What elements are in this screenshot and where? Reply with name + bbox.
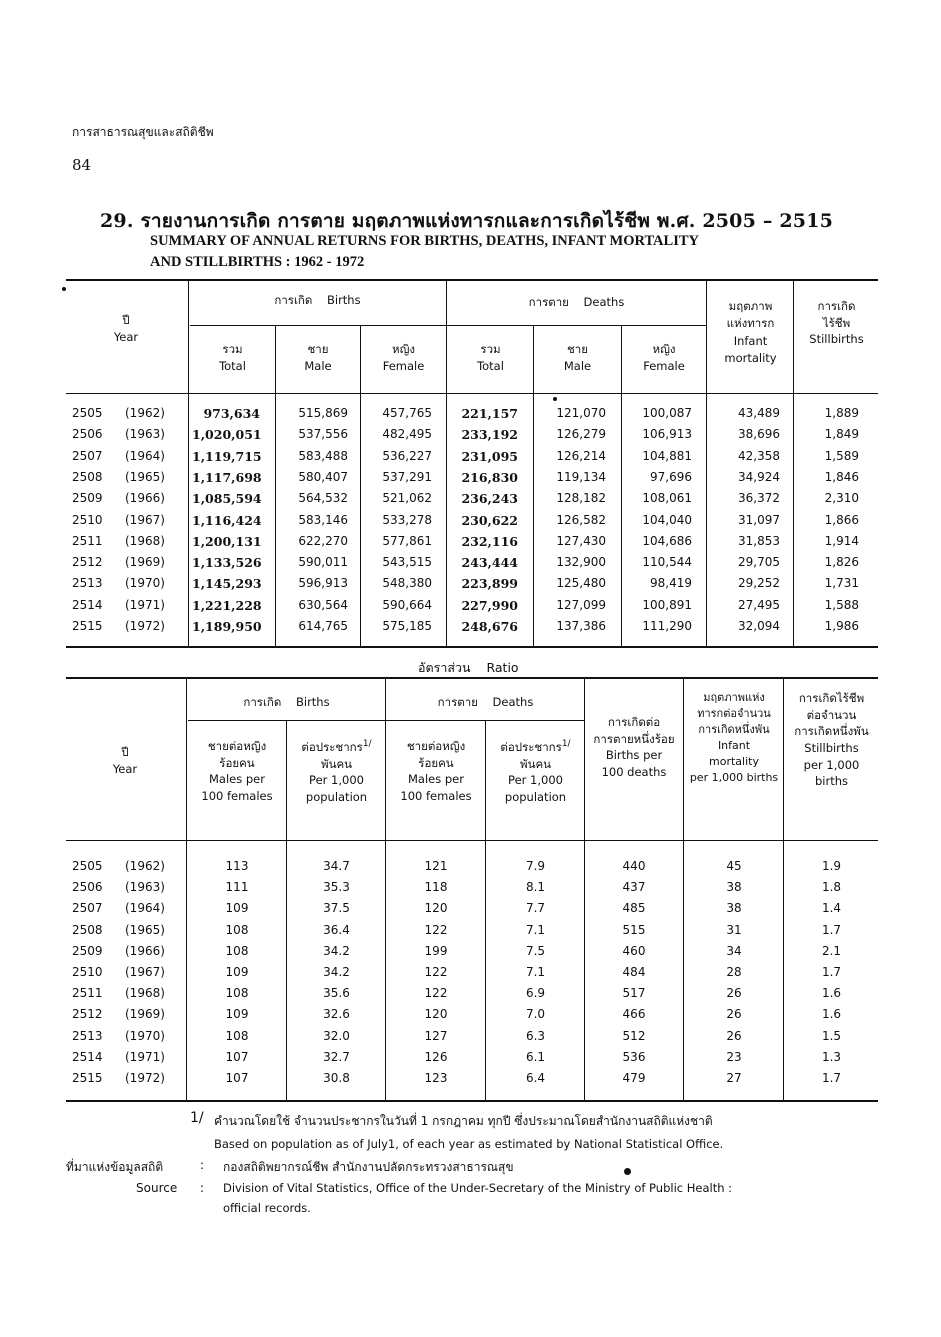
table1-value-cell: 216,830 [461, 469, 518, 485]
table2-year-cell: (1962) [125, 859, 165, 873]
table2-value-cell: 120 [424, 1007, 448, 1022]
table1-value-cell: 1,986 [824, 619, 859, 633]
births-per-population-header: ต่อประชากร$^{1/}$ พันคน Per 1,000 population [301, 739, 372, 804]
table1-value-cell: 36,372 [738, 491, 780, 506]
table2-value-cell: 107 [225, 1071, 249, 1085]
table1-year-cell: (1964) [125, 448, 165, 463]
table1-value-cell: 1,085,594 [192, 491, 262, 507]
table1-value-cell: 543,515 [382, 555, 432, 570]
table2-value-cell: 36.4 [323, 922, 350, 937]
table2-value-cell: 109 [225, 965, 249, 979]
table1-value-cell: 1,133,526 [192, 555, 262, 571]
table1-value-cell: 590,664 [382, 597, 432, 612]
table1-year-cell: 2506 [72, 427, 103, 442]
table2-value-cell: 120 [424, 901, 448, 916]
table2-value-cell: 517 [622, 986, 646, 1001]
table1-year-cell: 2508 [72, 469, 103, 484]
table2-value-cell: 108 [225, 986, 249, 1001]
table2-value-cell: 35.3 [323, 880, 350, 895]
table2-year-cell: 2512 [72, 1007, 103, 1022]
table2-value-cell: 127 [424, 1028, 448, 1043]
table2-value-cell: 484 [622, 965, 646, 979]
table1-value-cell: 1,116,424 [192, 512, 262, 528]
table1-value-cell: 590,011 [298, 555, 348, 570]
table1-value-cell: 622,270 [298, 533, 348, 548]
table2-value-cell: 32.6 [323, 1007, 350, 1022]
table1-value-cell: 575,185 [382, 619, 432, 633]
table2-value-cell: 7.1 [525, 922, 546, 937]
births-total-header: รวม Total [219, 342, 246, 373]
table1-year-cell: (1965) [125, 469, 165, 484]
table2-year-cell: 2511 [72, 986, 103, 1001]
table1-value-cell: 127,099 [556, 597, 606, 612]
table1-year-cell: 2514 [72, 597, 103, 612]
table2-value-cell: 34.2 [323, 943, 350, 958]
births-ratio-header: การเกิด Births [243, 695, 330, 709]
table2-value-cell: 28 [726, 965, 742, 979]
table1-value-cell: 583,146 [298, 512, 348, 527]
stillbirths-header: การเกิด ไร้ชีพ Stillbirths [809, 299, 864, 347]
table1-year-cell: (1963) [125, 427, 165, 442]
table2-header-rule [66, 840, 878, 841]
table1-value-cell: 1,866 [824, 512, 859, 527]
scan-speck [553, 397, 557, 401]
table2-year-cell: 2505 [72, 859, 103, 873]
table2-value-cell: 34.2 [323, 965, 350, 979]
table1-year-cell: 2505 [72, 406, 103, 420]
table2-value-cell: 118 [424, 880, 448, 895]
table2-value-cell: 38 [726, 880, 742, 895]
table2-year-cell: (1966) [125, 943, 165, 958]
table1-value-cell: 132,900 [556, 555, 606, 570]
table1-value-cell: 457,765 [382, 406, 432, 420]
table1-value-cell: 31,853 [738, 533, 780, 548]
table2-value-cell: 1.5 [821, 1028, 842, 1043]
footnote-mark: 1/ [190, 1110, 204, 1126]
table2-value-cell: 7.7 [525, 901, 546, 916]
table1-value-cell: 125,480 [556, 576, 606, 591]
table2-value-cell: 512 [622, 1028, 646, 1043]
table2-value-cell: 485 [622, 901, 646, 916]
table1-value-cell: 1,189,950 [192, 619, 262, 634]
table1-year-cell: (1968) [125, 533, 165, 548]
table1-year-cell: (1962) [125, 406, 165, 420]
table1-value-cell: 482,495 [382, 427, 432, 442]
table2-value-cell: 7.5 [525, 943, 546, 958]
table2-year-cell: 2513 [72, 1028, 103, 1043]
table1-value-cell: 2,310 [824, 491, 859, 506]
table1-value-cell: 128,182 [556, 491, 606, 506]
table1-value-cell: 521,062 [382, 491, 432, 506]
table2-year-cell: 2509 [72, 943, 103, 958]
table2-top-rule [66, 677, 878, 679]
footnote-english: Based on population as of July1, of each year as estimated by National Statistical Office. [214, 1137, 724, 1151]
deaths-ratio-header: การตาย Deaths [437, 695, 534, 709]
table1-year-cell: 2507 [72, 448, 103, 463]
infant-mortality-header: มฤตภาพ แห่งทารก Infant mortality [724, 299, 777, 365]
table2-value-cell: 35.6 [323, 986, 350, 1001]
table1-value-cell: 100,087 [642, 406, 692, 420]
table2-value-cell: 479 [622, 1071, 646, 1085]
table1-value-cell: 1,826 [824, 555, 859, 570]
table2-value-cell: 7.1 [525, 965, 546, 979]
table1-year-cell: (1966) [125, 491, 165, 506]
table2-value-cell: 1.4 [821, 901, 842, 916]
table2-value-cell: 440 [622, 859, 646, 873]
table2-value-cell: 122 [424, 965, 448, 979]
table2-value-cell: 30.8 [323, 1071, 350, 1085]
table2-value-cell: 1.6 [821, 1007, 842, 1022]
table2-value-cell: 1.7 [821, 922, 842, 937]
table2-value-cell: 1.8 [821, 880, 842, 895]
table1-subheader-rule [190, 325, 707, 326]
table2-value-cell: 108 [225, 1028, 249, 1043]
year-header-2: ปี Year [112, 745, 138, 776]
table1-value-cell: 233,192 [461, 427, 518, 443]
table2-value-cell: 32.0 [323, 1028, 350, 1043]
table1-value-cell: 537,556 [298, 427, 348, 442]
table1-value-cell: 98,419 [650, 576, 692, 591]
source-label-thai: ที่มาแห่งข้อมูลสถิติ [66, 1160, 164, 1174]
table2-value-cell: 6.1 [525, 1049, 546, 1064]
table2-value-cell: 2.1 [821, 943, 842, 958]
deaths-female-header: หญิง Female [643, 342, 685, 373]
table2-value-cell: 1.7 [821, 965, 842, 979]
deaths-group-header: การตาย Deaths [528, 295, 625, 309]
table2-value-cell: 460 [622, 943, 646, 958]
table1-year-cell: 2509 [72, 491, 103, 506]
table2-year-cell: (1968) [125, 986, 165, 1001]
table2-year-cell: (1965) [125, 922, 165, 937]
table2-value-cell: 515 [622, 922, 646, 937]
table2-bottom-rule [66, 1100, 878, 1102]
table2-value-cell: 38 [726, 901, 742, 916]
table2-value-cell: 1.6 [821, 986, 842, 1001]
births-male-header: ชาย Male [304, 342, 332, 373]
table2-value-cell: 111 [225, 880, 249, 895]
deaths-total-header: รวม Total [477, 342, 504, 373]
deaths-males-per-females-header: ชายต่อหญิง ร้อยคน Males per 100 females [400, 739, 472, 804]
table-title-english-1: SUMMARY OF ANNUAL RETURNS FOR BIRTHS, DEATHS, INFANT MORTALITY [150, 233, 699, 249]
table1-value-cell: 243,444 [461, 555, 518, 571]
table1-value-cell: 548,380 [382, 576, 432, 591]
table2-value-cell: 108 [225, 943, 249, 958]
table1-bottom-rule [66, 646, 878, 648]
table2-year-cell: 2506 [72, 880, 103, 895]
table2-year-cell: (1963) [125, 880, 165, 895]
table1-value-cell: 221,157 [461, 406, 518, 421]
table1-value-cell: 126,582 [556, 512, 606, 527]
source-english-1: Division of Vital Statistics, Office of the Under-Secretary of the Ministry of Public Health : [223, 1181, 733, 1195]
source-thai: กองสถิติพยากรณ์ชีพ สำนักงานปลัดกระทรวงสาธารณสุข [223, 1160, 514, 1174]
table1-value-cell: 119,134 [556, 469, 606, 484]
table1-value-cell: 27,495 [738, 597, 780, 612]
table1-value-cell: 1,889 [824, 406, 859, 420]
table1-year-cell: 2512 [72, 555, 103, 570]
table2-value-cell: 113 [225, 859, 249, 873]
table1-year-cell: 2511 [72, 533, 103, 548]
table2-year-cell: 2510 [72, 965, 103, 979]
table2-value-cell: 8.1 [525, 880, 546, 895]
scan-speck [62, 287, 66, 291]
table2-value-cell: 126 [424, 1049, 448, 1064]
table1-value-cell: 227,990 [461, 597, 518, 613]
table1-value-cell: 42,358 [738, 448, 780, 463]
table1-value-cell: 583,488 [298, 448, 348, 463]
table1-value-cell: 515,869 [298, 406, 348, 420]
table1-value-cell: 1,020,051 [192, 427, 262, 443]
table2-value-cell: 1.7 [821, 1071, 842, 1085]
table1-value-cell: 1,731 [824, 576, 859, 591]
table-title-english-2: AND STILLBIRTHS : 1962 - 1972 [150, 254, 365, 270]
table1-value-cell: 43,489 [738, 406, 780, 420]
table1-value-cell: 1,119,715 [192, 448, 262, 464]
table2-value-cell: 107 [225, 1049, 249, 1064]
table1-value-cell: 536,227 [382, 448, 432, 463]
table1-value-cell: 1,117,698 [192, 469, 262, 485]
source-colon-thai: : [200, 1158, 205, 1172]
births-per-deaths-header: การเกิดต่อ การตายหนึ่งร้อย Births per 100 deaths [593, 715, 675, 780]
table2-value-cell: 32.7 [323, 1049, 350, 1064]
table2-value-cell: 34 [726, 943, 742, 958]
table1-year-cell: (1970) [125, 576, 165, 591]
table1-value-cell: 111,290 [642, 619, 692, 633]
table2-value-cell: 1.9 [821, 859, 842, 873]
table1-value-cell: 31,097 [738, 512, 780, 527]
table1-value-cell: 106,913 [642, 427, 692, 442]
table1-value-cell: 1,200,131 [192, 533, 262, 549]
table1-value-cell: 230,622 [461, 512, 518, 528]
source-english-2: official records. [223, 1201, 311, 1215]
table1-year-cell: (1971) [125, 597, 165, 612]
births-female-header: หญิง Female [382, 342, 425, 373]
deaths-male-header: ชาย Male [563, 342, 592, 373]
footnote-thai: คำนวณโดยใช้ จำนวนประชากรในวันที่ 1 กรกฎาคม ทุกปี ซึ่งประมาณโดยสำนักงานสถิติแห่งชาติ [214, 1114, 713, 1128]
deaths-per-population-header: ต่อประชากร$^{1/}$ พันคน Per 1,000 population [500, 739, 571, 804]
table2-value-cell: 7.9 [525, 859, 546, 873]
table2-year-cell: (1971) [125, 1049, 165, 1064]
table2-value-cell: 1.3 [821, 1049, 842, 1064]
table2-value-cell: 122 [424, 922, 448, 937]
table2-year-cell: (1972) [125, 1071, 165, 1085]
births-group-header: การเกิด Births [274, 293, 361, 307]
table2-value-cell: 37.5 [323, 901, 350, 916]
table1-value-cell: 137,386 [556, 619, 606, 633]
table2-value-cell: 122 [424, 986, 448, 1001]
table2-value-cell: 34.7 [323, 859, 350, 873]
table1-value-cell: 1,588 [824, 597, 859, 612]
table1-value-cell: 126,279 [556, 427, 606, 442]
year-header: ปี Year [113, 313, 139, 344]
table1-value-cell: 564,532 [298, 491, 348, 506]
source-colon-english: : [200, 1181, 205, 1195]
table1-year-cell: (1967) [125, 512, 165, 527]
table2-value-cell: 6.3 [525, 1028, 546, 1043]
table1-value-cell: 596,913 [298, 576, 348, 591]
table1-value-cell: 248,676 [461, 619, 518, 634]
table2-year-cell: (1964) [125, 901, 165, 916]
table1-value-cell: 973,634 [203, 406, 260, 421]
table1-value-cell: 38,696 [738, 427, 780, 442]
table1-value-cell: 614,765 [298, 619, 348, 633]
table1-value-cell: 104,881 [642, 448, 692, 463]
running-title: การสาธารณสุขและสถิติชีพ [72, 125, 214, 139]
table2-value-cell: 23 [726, 1049, 742, 1064]
infant-mortality-rate-header: มฤตภาพแห่ง ทารกต่อจำนวน การเกิดหนึ่งพัน Infant mortality per 1,000 births [689, 691, 779, 784]
table1-value-cell: 537,291 [382, 469, 432, 484]
table2-value-cell: 7.0 [525, 1007, 546, 1022]
table2-value-cell: 26 [726, 1007, 742, 1022]
table2-year-cell: 2508 [72, 922, 103, 937]
source-label-english: Source [136, 1181, 178, 1195]
table1-value-cell: 1,589 [824, 448, 859, 463]
table1-value-cell: 1,221,228 [192, 597, 262, 613]
table1-value-cell: 1,849 [824, 427, 859, 442]
table1-value-cell: 1,145,293 [192, 576, 262, 592]
table2-year-cell: 2507 [72, 901, 103, 916]
table1-year-cell: (1972) [125, 619, 165, 633]
table1-value-cell: 231,095 [461, 448, 518, 464]
table2-value-cell: 109 [225, 1007, 249, 1022]
table-title-thai: 29. รายงานการเกิด การตาย มฤตภาพแห่งทารกและการเกิดไร้ชีพ พ.ศ. 2505 – 2515 [100, 210, 834, 232]
table1-value-cell: 97,696 [650, 469, 692, 484]
table1-value-cell: 29,705 [738, 555, 780, 570]
table1-value-cell: 236,243 [461, 491, 518, 507]
table2-value-cell: 31 [726, 922, 742, 937]
table1-year-cell: 2513 [72, 576, 103, 591]
table1-value-cell: 100,891 [642, 597, 692, 612]
table1-value-cell: 223,899 [461, 576, 518, 592]
table2-value-cell: 6.4 [525, 1071, 546, 1085]
table2-value-cell: 466 [622, 1007, 646, 1022]
scan-speck [624, 1168, 631, 1175]
table2-year-cell: (1969) [125, 1007, 165, 1022]
stillbirth-rate-header: การเกิดไร้ชีพ ต่อจำนวน การเกิดหนึ่งพัน Stillbirths per 1,000 births [794, 691, 869, 789]
table2-value-cell: 199 [424, 943, 448, 958]
table2-value-cell: 123 [424, 1071, 448, 1085]
table2-value-cell: 109 [225, 901, 249, 916]
table1-value-cell: 630,564 [298, 597, 348, 612]
table1-value-cell: 104,686 [642, 533, 692, 548]
table1-year-cell: 2510 [72, 512, 103, 527]
table1-value-cell: 29,252 [738, 576, 780, 591]
table1-value-cell: 104,040 [642, 512, 692, 527]
table1-value-cell: 121,070 [556, 406, 606, 420]
table2-value-cell: 121 [424, 859, 448, 873]
table2-year-cell: 2514 [72, 1049, 103, 1064]
table1-value-cell: 127,430 [556, 533, 606, 548]
table1-value-cell: 110,544 [642, 555, 692, 570]
table1-value-cell: 580,407 [298, 469, 348, 484]
table2-value-cell: 536 [622, 1049, 646, 1064]
table2-value-cell: 26 [726, 1028, 742, 1043]
births-males-per-females-header: ชายต่อหญิง ร้อยคน Males per 100 females [201, 739, 273, 804]
table2-value-cell: 108 [225, 922, 249, 937]
table2-year-cell: (1970) [125, 1028, 165, 1043]
table1-value-cell: 32,094 [738, 619, 780, 633]
table2-value-cell: 6.9 [525, 986, 546, 1001]
table2-value-cell: 27 [726, 1071, 742, 1085]
table1-value-cell: 232,116 [461, 533, 518, 549]
table1-year-cell: 2515 [72, 619, 103, 633]
table2-value-cell: 45 [726, 859, 742, 873]
table2-year-cell: 2515 [72, 1071, 103, 1085]
table1-value-cell: 1,846 [824, 469, 859, 484]
table1-value-cell: 108,061 [642, 491, 692, 506]
table2-value-cell: 26 [726, 986, 742, 1001]
table2-year-cell: (1967) [125, 965, 165, 979]
table1-value-cell: 34,924 [738, 469, 780, 484]
page-number: 84 [72, 156, 92, 174]
table1-value-cell: 126,214 [556, 448, 606, 463]
ratio-label: อัตราส่วน Ratio [418, 660, 519, 675]
table1-year-cell: (1969) [125, 555, 165, 570]
table1-value-cell: 1,914 [824, 533, 859, 548]
table1-value-cell: 533,278 [382, 512, 432, 527]
table2-value-cell: 437 [622, 880, 646, 895]
table1-value-cell: 577,861 [382, 533, 432, 548]
